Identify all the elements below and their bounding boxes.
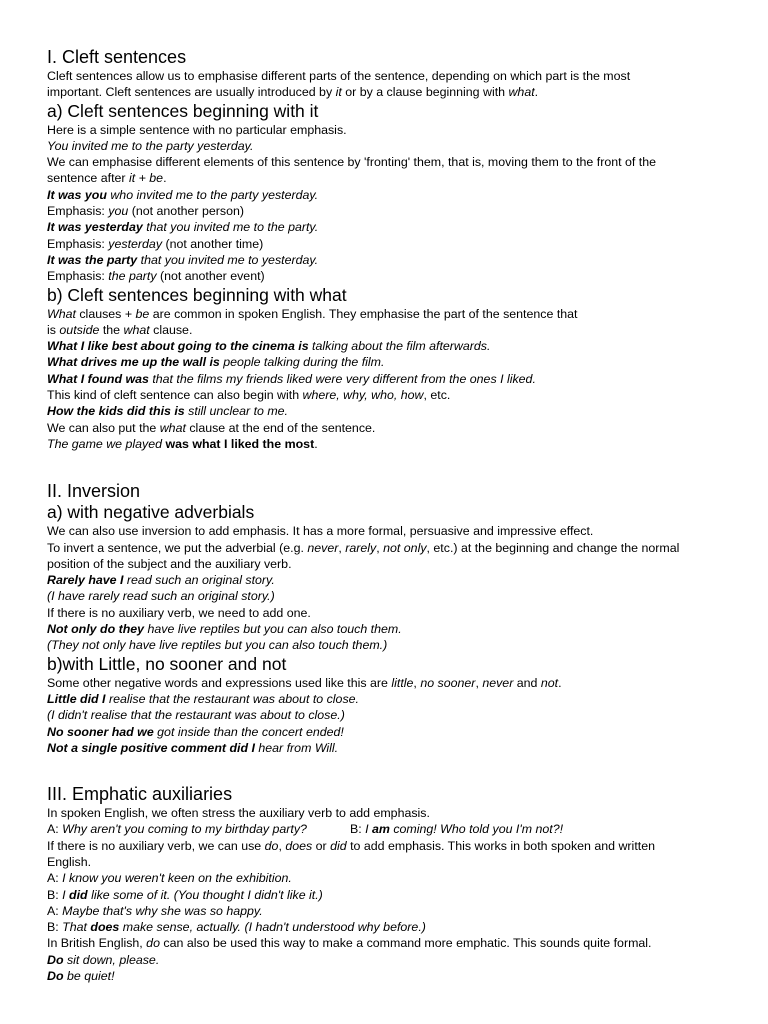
text: hear from Will. [254, 740, 339, 755]
text: It was yesterday [47, 220, 143, 235]
text: have live reptiles but you can also touch them. [144, 622, 402, 637]
paragraph-line [47, 675, 737, 691]
text: clauses + [75, 306, 136, 321]
paragraph-line [47, 540, 737, 556]
text: The game we played [47, 436, 166, 451]
paragraph-line: If there is no auxiliary verb, we need to add one. [47, 605, 311, 620]
example-line [47, 371, 737, 387]
text: (I didn't realise that the restaurant was about to close.) [47, 708, 345, 723]
text: sit down, please. [63, 952, 160, 967]
text: people talking during the film. [219, 355, 385, 370]
text: How the kids did this is [47, 404, 185, 419]
text: No sooner had we [47, 724, 154, 739]
text: , [475, 675, 483, 690]
spacer [47, 452, 737, 478]
example-line [47, 338, 737, 354]
text: that you invited me to yesterday. [137, 252, 319, 267]
example-line [47, 621, 737, 637]
text: Some other negative words and expressions used like this are [47, 675, 392, 690]
text: does [90, 920, 120, 935]
text: never [482, 675, 514, 690]
text: . [558, 675, 562, 690]
example-line [47, 403, 737, 419]
text: yesterday [108, 236, 163, 251]
text: was what I liked the most [165, 436, 315, 451]
text: A: [47, 903, 63, 918]
text: or by a clause beginning with [341, 85, 509, 100]
text: do [146, 936, 160, 951]
example-line [47, 968, 737, 984]
text: If there is no auxiliary verb, we can use [47, 838, 265, 853]
example-line [47, 740, 737, 756]
text: it [335, 85, 342, 100]
text: does [285, 838, 313, 853]
document-page [47, 44, 737, 984]
dialogue-line [47, 821, 737, 837]
text: realise that the restaurant was about to close. [105, 691, 359, 706]
example-line [47, 436, 737, 452]
paragraph-line: Cleft sentences allow us to emphasise different parts of the sentence, depending on which part is the most [47, 69, 631, 83]
text: Do [47, 952, 64, 967]
spacer [47, 756, 737, 781]
paragraph-line: position of the subject and the auxiliary verb. [47, 556, 292, 571]
text: little [391, 675, 414, 690]
text: This kind of cleft sentence can also begin with [47, 388, 303, 403]
paragraph-line: We can also use inversion to add emphasis. It has a more formal, persuasive and impressive effect. [47, 524, 594, 539]
paragraph-line [47, 838, 737, 854]
text: do [264, 838, 279, 853]
text: not only [383, 540, 427, 555]
dialogue-line [47, 919, 737, 935]
text: talking about the film afterwards. [308, 339, 491, 354]
text: and [513, 675, 541, 690]
paragraph-line: We can emphasise different elements of this sentence by 'fronting' them, that is, moving them to the front of the [47, 155, 656, 170]
text: did [330, 838, 347, 853]
subsection-title-what: b) Cleft sentences beginning with what [47, 284, 347, 305]
text: am [371, 822, 390, 837]
text: important. Cleft sentences are usually introduced by [47, 85, 336, 100]
example-line [47, 219, 737, 235]
text: the party [108, 269, 157, 284]
text: B: [47, 920, 63, 935]
text: (not another event) [156, 269, 265, 284]
text: (They not only have live reptiles but you can also touch them.) [47, 638, 388, 653]
paragraph-line: Here is a simple sentence with no particular emphasis. [47, 122, 347, 137]
dialogue-line [47, 870, 737, 886]
text: I [365, 822, 372, 837]
text: , etc.) at the beginning and change the normal [426, 540, 680, 555]
dialogue-line [47, 887, 737, 903]
text: We can also put the [47, 420, 160, 435]
text: Rarely have I [47, 573, 124, 588]
example-line [47, 707, 737, 723]
paragraph-line [47, 935, 737, 951]
paragraph-line [47, 322, 737, 338]
example-line [47, 637, 737, 653]
text: Not a single positive comment did I [47, 740, 255, 755]
text: What drives me up the wall is [47, 355, 220, 370]
text: . [534, 85, 539, 100]
text: what [508, 85, 535, 100]
text: Maybe that's why she was so happy. [62, 903, 263, 918]
text: What I like best about going to the cinema is [47, 339, 309, 354]
text: read such an original story. [123, 573, 275, 588]
example-line [47, 138, 737, 154]
example-line [47, 691, 737, 707]
paragraph-line: In spoken English, we often stress the auxiliary verb to add emphasis. [47, 806, 430, 821]
paragraph-line [47, 420, 737, 436]
text: got inside than the concert ended! [153, 724, 344, 739]
text: Do [47, 969, 64, 984]
subsection-title-little: b)with Little, no sooner and not [47, 653, 287, 674]
text: clause. [149, 322, 193, 337]
text: (I have rarely read such an original story.) [47, 589, 275, 604]
text: (not another time) [162, 236, 264, 251]
text: , etc. [423, 388, 451, 403]
text: that you invited me to the party. [142, 220, 319, 235]
text: A: [47, 871, 63, 886]
section-title-emphatic-auxiliaries: III. Emphatic auxiliaries [47, 784, 233, 805]
text: not [540, 675, 559, 690]
text: , [278, 838, 286, 853]
text: To invert a sentence, we put the adverbial (e.g. [47, 540, 308, 555]
emphasis-line [47, 203, 737, 219]
text: B: [47, 887, 63, 902]
emphasis-line [47, 236, 737, 252]
text: Not only do they [47, 622, 145, 637]
subsection-title-it: a) Cleft sentences beginning with it [47, 100, 319, 121]
paragraph-line [47, 306, 737, 322]
paragraph-line [47, 84, 737, 100]
text: In British English, [47, 936, 147, 951]
example-line [47, 187, 737, 203]
text: Why aren't you coming to my birthday party? [62, 822, 307, 837]
text: it + be [128, 171, 164, 186]
text: you [108, 204, 129, 219]
text: where, why, who, how [302, 388, 424, 403]
text: It was you [47, 187, 107, 202]
text: sentence after [47, 171, 129, 186]
text: like some of it. (You thought I didn't like it.) [87, 887, 323, 902]
text: What [47, 306, 76, 321]
section-title-cleft: I. Cleft sentences [47, 47, 187, 67]
text: what [159, 420, 186, 435]
text: the [99, 322, 124, 337]
text: or [312, 838, 331, 853]
example-line [47, 952, 737, 968]
text: . [314, 436, 318, 451]
text: It was the party [47, 252, 138, 267]
paragraph-line [47, 387, 737, 403]
text: be quiet! [63, 969, 115, 984]
text: make sense, actually. (I hadn't understood why before.) [119, 920, 426, 935]
example-line [47, 252, 737, 268]
text: be [135, 306, 150, 321]
paragraph-line: English. [47, 854, 92, 869]
text: is [47, 322, 60, 337]
paragraph-line [47, 170, 737, 186]
text: , [376, 540, 384, 555]
example-line [47, 354, 737, 370]
example-line [47, 588, 737, 604]
text: what [123, 322, 150, 337]
example-line [47, 724, 737, 740]
text: B: [349, 822, 366, 837]
text: are common in spoken English. They emphasise the part of the sentence that [149, 306, 578, 321]
text: I [62, 887, 70, 902]
text: did [69, 887, 88, 902]
text: That [62, 920, 91, 935]
text: rarely [345, 540, 377, 555]
text: can also be used this way to make a command more emphatic. This sounds quite formal. [159, 936, 652, 951]
subsection-title-negative-adverbials: a) with negative adverbials [47, 502, 255, 523]
text: who invited me to the party yesterday. [106, 187, 319, 202]
text: no sooner [420, 675, 476, 690]
text: , [338, 540, 346, 555]
dialogue-line [47, 903, 737, 919]
text: . [163, 171, 167, 186]
text: outside [59, 322, 100, 337]
emphasis-line [47, 268, 737, 284]
text: What I found was [47, 371, 149, 386]
text: still unclear to me. [184, 404, 288, 419]
text: I know you weren't keen on the exhibition. [62, 871, 292, 886]
text: , [413, 675, 421, 690]
text: Emphasis: [47, 236, 109, 251]
text: to add emphasis. This works in both spoken and written [346, 838, 655, 853]
text: You invited me to the party yesterday. [47, 138, 254, 153]
text: never [307, 540, 339, 555]
text: Emphasis: [47, 269, 109, 284]
text: coming! Who told you I'm not?! [389, 822, 564, 837]
text: Little did I [47, 691, 106, 706]
section-title-inversion: II. Inversion [47, 481, 141, 502]
example-line [47, 572, 737, 588]
text: (not another person) [128, 204, 244, 219]
text: that the films my friends liked were very different from the ones I liked. [148, 371, 536, 386]
text: Emphasis: [47, 204, 109, 219]
text: A: [47, 822, 63, 837]
text: clause at the end of the sentence. [185, 420, 376, 435]
